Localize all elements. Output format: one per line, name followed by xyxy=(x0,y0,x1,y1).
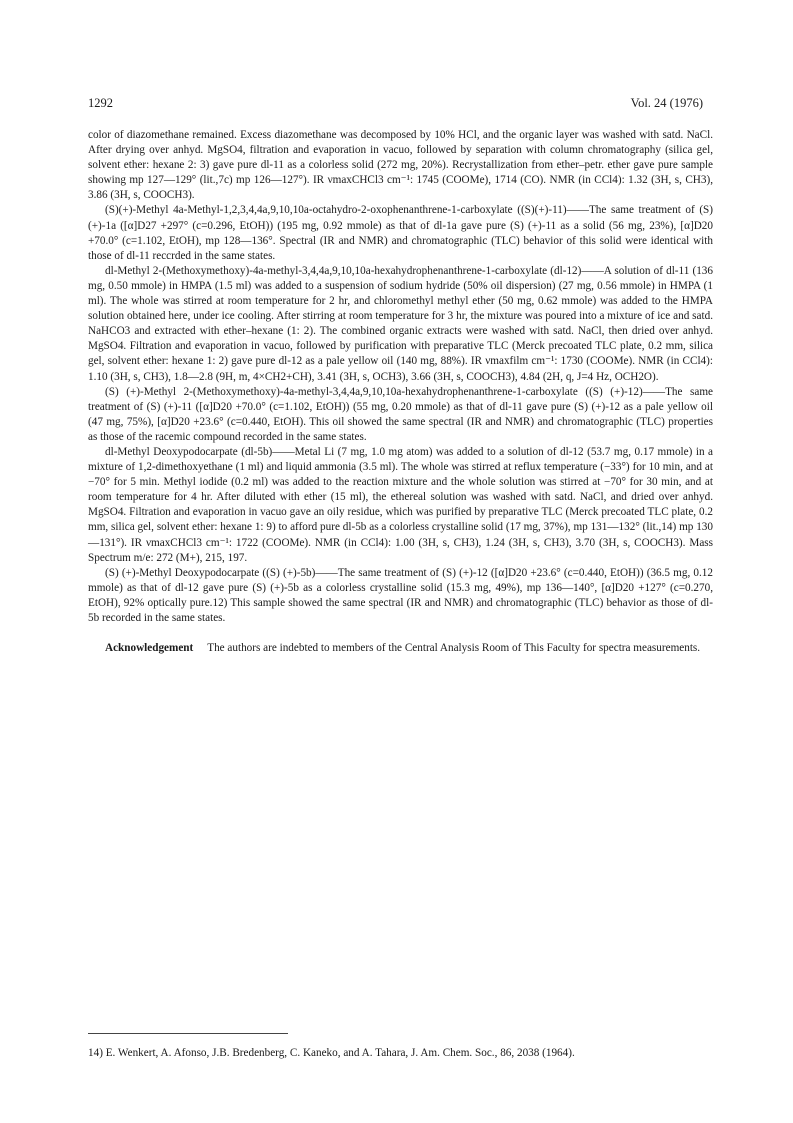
paragraph-s-11: (S)(+)-Methyl 4a-Methyl-1,2,3,4,4a,9,10,10a-octahydro-2-oxophenanthrene-1-carboxylate ((S)(+)-11)——The same treatment of (S) (+)-1a ([α]D27 +297° (c=0.296, EtOH)) (195 mg, 0.92 mmole) as that of dl-1a gave pure (S) (+)-11 as a solid (56 mg, 23%), [α]D20 +70.0° (c=1.102, EtOH), mp 128—136°. Spectral (IR and NMR) and chromatographic (TLC) behavior of this solid were identical with those of dl-11 reccrded in the same states. xyxy=(88,204,713,262)
footnote-rule xyxy=(88,1033,288,1034)
volume-label: Vol. 24 (1976) xyxy=(630,96,703,110)
acknowledgement xyxy=(88,641,713,656)
paragraph-s-5b: (S) (+)-Methyl Deoxypodocarpate ((S) (+)-5b)——The same treatment of (S) (+)-12 ([α]D20 +23.6° (c=0.440, EtOH)) (36.5 mg, 0.12 mmole) as that of dl-12 gave pure (S) (+)-5b as a colorless crystalline solid (15.3 mg, 49%), mp 136—140°, [α]D20 +127° (c=0.270, EtOH), 92% optically pure.12) This sample showed the same spectral (IR and NMR) and chromatographic (TLC) behavior as those of dl-5b recorded in the same states. xyxy=(88,566,713,624)
acknowledgement-text: The authors are indebted to members of the Central Analysis Room of This Faculty for spectra measurements. xyxy=(207,642,701,655)
paragraph-dl-12: dl-Methyl 2-(Methoxymethoxy)-4a-methyl-3,4,4a,9,10,10a-hexahydrophenanthrene-1-carboxylate (dl-12)——A solution of dl-11 (136 mg, 0.50 mmole) in HMPA (1.5 ml) was added to a suspension of sodium hydride (50% oil dispersion) (27 mg, 0.56 mmole) in HMPA (1 ml). The whole was stirred at room temperature for 2 hr, and chloromethyl methyl ether (50 mg, 0.62 mmole) was added to the HMPA solution obtained here, under ice cooling. After stirring at room temperature for 3 hr, the mixture was poured into a mixture of ice and satd. NaHCO3 and extracted with ether–hexane (1: 2). The combined organic extracts were washed with satd. NaCl, then dried over anhyd. MgSO4. Filtration and evaporation in vacuo, followed by purification with preparative TLC (Merck precoated TLC plate, 0.2 mm, silica gel, solvent ether: hexane 1: 2) gave pure dl-12 as a pale yellow oil (140 mg, 88%). IR νmaxfilm cm⁻¹: 1730 (COOMe). NMR (in CCl4): 1.10 (3H, s, CH3), 1.8—2.8 (9H, m, 4×CH2+CH), 3.41 (3H, s, OCH3), 3.66 (3H, s, COOCH3), 4.84 (2H, q, J=4 Hz, OCH2O). xyxy=(88,264,713,383)
footnote: 14) E. Wenkert, A. Afonso, J.B. Bredenberg, C. Kaneko, and A. Tahara, J. Am. Chem. Soc., 86, 2038 (1964). xyxy=(88,1047,575,1059)
acknowledgement-heading: Acknowledgement xyxy=(105,642,194,655)
article-body xyxy=(88,128,713,656)
paragraph-continuation: color of diazomethane remained. Excess diazomethane was decomposed by 10% HCl, and the organic layer was washed with satd. NaCl. After drying over anhyd. MgSO4, filtration and evaporation in vacuo, followed by separation with column chromatography (silica gel, solvent ether: hexane 2: 3) gave pure dl-11 as a colorless solid (272 mg, 20%). Recrystallization from ether–petr. ether gave pure sample showing mp 127—129° (lit.,7c) mp 126—127°). IR νmaxCHCl3 cm⁻¹: 1745 (COOMe), 1714 (CO). NMR (in CCl4): 1.32 (3H, s, CH3), 3.86 (3H, s, COOCH3). xyxy=(88,129,713,202)
running-header xyxy=(88,96,703,114)
paragraph-dl-5b: dl-Methyl Deoxypodocarpate (dl-5b)——Metal Li (7 mg, 1.0 mg atom) was added to a solution of dl-12 (53.7 mg, 0.17 mmole) in a mixture of 1,2-dimethoxyethane (1 ml) and liquid ammonia (3.5 ml). The whole was stirred at reflux temperature (−33°) for 10 min, and at −70° for 5 min. Methyl iodide (0.2 ml) was added to the reaction mixture and the whole solution was stirred at −70° for 30 min, and at room temperature for 4 hr. After diluted with ether (15 ml), the ethereal solution was washed with satd. NaCl, and dried over anhyd. MgSO4. Filtration and evaporation in vacuo gave an oily residue, which was purified by preparative TLC (Merck precoated TLC plate, 0.2 mm, silica gel, solvent ether: hexane 1: 9) to afford pure dl-5b as a colorless crystalline solid (17 mg, 37%), mp 131—132° (lit.,14) mp 130—131°). IR νmaxCHCl3 cm⁻¹: 1722 (COOMe). NMR (in CCl4): 1.00 (3H, s, CH3), 1.24 (3H, s, CH3), 3.70 (3H, s, COOCH3). Mass Spectrum m/e: 272 (M+), 215, 197. xyxy=(88,445,713,564)
page-number: 1292 xyxy=(88,96,113,110)
paragraph-s-12: (S) (+)-Methyl 2-(Methoxymethoxy)-4a-methyl-3,4,4a,9,10,10a-hexahydrophenanthrene-1-carboxylate ((S) (+)-12)——The same treatment of (S) (+)-11 ([α]D20 +70.0° (c=1.102, EtOH)) (55 mg, 0.20 mmole) as that of dl-11 gave pure (S) (+)-12 as a pale yellow oil (47 mg, 75%), [α]D20 +23.6° (c=0.440, EtOH). This oil showed the same spectral (IR and NMR) and chromatographic (TLC) properties as those of the racemic compound recorded in the same states. xyxy=(88,385,713,443)
